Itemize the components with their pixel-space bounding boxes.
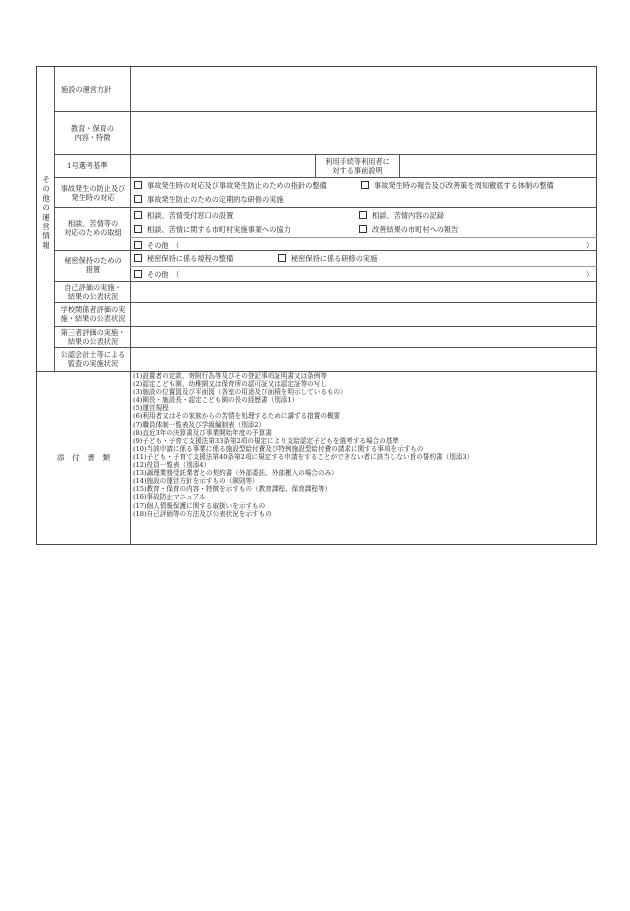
attachment-item: (18)自己評価等の方法及び公表状況を示すもの [133, 509, 272, 518]
attachment-item: (8)直近3年の決算書及び事業開始年度の予算書 [133, 428, 272, 437]
secret-line-2: 措置 [85, 265, 101, 274]
cpa-label [55, 350, 131, 368]
row-line [54, 154, 597, 155]
complaint-option[interactable] [134, 225, 291, 234]
accident-option[interactable] [361, 181, 554, 190]
row-line [54, 281, 597, 282]
form-table [36, 66, 597, 545]
attachment-item: (3)施設の位置図及び平面図（各室の用途及び面積を明示しているもの） [133, 388, 347, 397]
checkbox[interactable] [134, 211, 142, 219]
option-label: 事故発生防止のための定期的な研修の実施 [147, 195, 284, 204]
secret-option[interactable] [134, 254, 233, 263]
checkbox[interactable] [134, 270, 142, 278]
option-label: その他 （ [147, 241, 180, 250]
complaint-line-1: 相談、苦情等の [67, 219, 119, 228]
row-line [54, 207, 597, 208]
attachments-list [133, 372, 473, 518]
option-label: 事故発生時の報告及び改善策を周知徹底する体制の整備 [374, 181, 554, 190]
attachment-item: (16)事故防止マニュアル [133, 493, 206, 502]
row-line [54, 347, 597, 348]
row-line [54, 111, 597, 112]
checkbox[interactable] [134, 254, 142, 262]
inner-line [130, 237, 597, 238]
accident-label [55, 184, 131, 202]
accident-option[interactable] [134, 195, 284, 204]
attachment-item: (4)園長・施設長・認定こども園の長の経歴書（別添1） [133, 396, 299, 405]
section-label-vertical [38, 175, 54, 250]
section-label-char: 情 [42, 231, 50, 241]
section-label-char: の [42, 203, 50, 213]
complaint-option[interactable] [359, 211, 444, 220]
attachment-item: (10)当該申請に係る事業に係る施設型給付費及び特例施設型給付費の請求に関する事項を示すもの [133, 444, 424, 453]
attachment-item: (14)施設の運営方針を示すもの（園則等） [133, 477, 259, 486]
accident-line-1: 事故発生の防止及び [60, 184, 126, 193]
option-label: 事故発生時の対応及び事故発生防止のための指針の整備 [147, 181, 327, 190]
checkbox[interactable] [361, 181, 369, 189]
self-eval-line-2: 結果の公表状況 [67, 292, 119, 301]
third-eval-line-2: 結果の公表状況 [67, 337, 119, 346]
section-label-char: の [42, 184, 50, 194]
option-label: 相談、苦情内容の記録 [372, 211, 444, 220]
attachment-item: (9)子ども・子育て支援法第33条第2項の規定により支給認定子どもを選考する場合の基準 [133, 436, 399, 445]
third-eval-line-1: 第三者評価の実施・ [60, 328, 126, 337]
checkbox[interactable] [134, 181, 142, 189]
secret-other[interactable] [134, 270, 179, 279]
option-label: 改善結果の市町村への報告 [372, 225, 459, 234]
accident-option[interactable] [134, 181, 327, 190]
inner-line [130, 266, 597, 267]
section-label-char: 他 [42, 193, 50, 203]
checkbox[interactable] [359, 211, 367, 219]
cpa-line-1: 公認会計士等による [60, 350, 126, 359]
attachment-item: (12)役員一覧表（別添4） [133, 461, 211, 470]
school-eval-label [55, 305, 131, 323]
education-line-2: 内容・特徴 [74, 133, 111, 142]
complaint-option[interactable] [134, 211, 233, 220]
attachment-item: (11)子ども・子育て支援法第40条第2項に規定する申請をすることができない者に該当しない旨の誓約書（別添3） [133, 452, 474, 461]
checkbox[interactable] [359, 225, 367, 233]
accident-line-2: 発生時の対応 [71, 193, 115, 202]
cpa-line-2: 監査の実施状況 [67, 359, 119, 368]
attachment-item: (7)職員体制一覧表及び学級編制表（別添2） [133, 420, 266, 429]
self-eval-line-1: 自己評価の実施・ [64, 283, 122, 292]
explain-line-2: 対する事前説明 [332, 166, 383, 175]
complaint-other-close: ） [586, 241, 594, 250]
row-line [54, 326, 597, 327]
self-eval-label [55, 283, 131, 301]
attachments-label: 添 付 書 類 [56, 453, 111, 462]
explain-line-1: 利用手続等利用者に [325, 157, 390, 166]
option-label: 秘密保持に係る規程の整備 [147, 254, 234, 263]
attachment-item: (1)設置者の定款、寄附行為等及びその登記事項証明書又は条例等 [133, 372, 327, 380]
attachment-item: (15)教育・保育の内容・特徴を示すもの（教育課程、保育課程等） [133, 485, 332, 494]
checkbox[interactable] [134, 195, 142, 203]
complaint-other[interactable] [134, 241, 179, 250]
row-line [54, 302, 597, 303]
attachment-item: (6)利用者又はその家族からの苦情を処理するために講ずる措置の概要 [133, 412, 341, 421]
attachment-item: (2)認定こども園、幼稚園又は保育所の認可証又は認定証等の写し [133, 380, 327, 389]
secret-other-close: ） [586, 270, 594, 279]
education-label [55, 124, 130, 142]
attachment-item: (5)運営規程 [133, 404, 169, 413]
row-line [54, 177, 597, 178]
complaint-line-2: 対応のための取組 [64, 228, 122, 237]
row-line [54, 250, 597, 251]
third-eval-label [55, 328, 131, 346]
explain-label [316, 157, 399, 175]
secret-label [55, 256, 131, 274]
col-divider-4 [399, 154, 400, 177]
secret-line-1: 秘密保持のための [64, 256, 122, 265]
education-line-1: 教育・保育の [70, 124, 115, 133]
option-label: 相談、苦情に関する市町村実施事業への協力 [147, 225, 291, 234]
school-eval-line-1: 学校関係者評価の実 [60, 305, 126, 314]
criteria-label: 1号選考基準 [67, 161, 108, 170]
complaint-option[interactable] [359, 225, 458, 234]
option-label: 秘密保持に係る研修の実施 [291, 254, 378, 263]
section-label-char: 運 [42, 212, 50, 222]
checkbox[interactable] [134, 225, 142, 233]
school-eval-line-2: 施・結果の公表状況 [60, 314, 126, 323]
section-label-char: 報 [42, 240, 50, 250]
section-label-char: 営 [42, 222, 50, 232]
option-label: その他 （ [147, 270, 180, 279]
checkbox[interactable] [134, 241, 142, 249]
attachment-item: (13)調理業務受託業者との契約書（外部委託、外部搬入の場合のみ） [133, 469, 338, 478]
attachment-item: (17)個人情報保護に関する取扱いを示すもの [133, 501, 266, 510]
option-label: 相談、苦情受付窓口の設置 [147, 211, 234, 220]
section-label-char: そ [42, 175, 50, 184]
checkbox[interactable] [278, 254, 286, 262]
secret-option[interactable] [278, 254, 377, 263]
policy-label: 施設の運営方針 [61, 85, 112, 94]
complaint-label [55, 219, 131, 237]
